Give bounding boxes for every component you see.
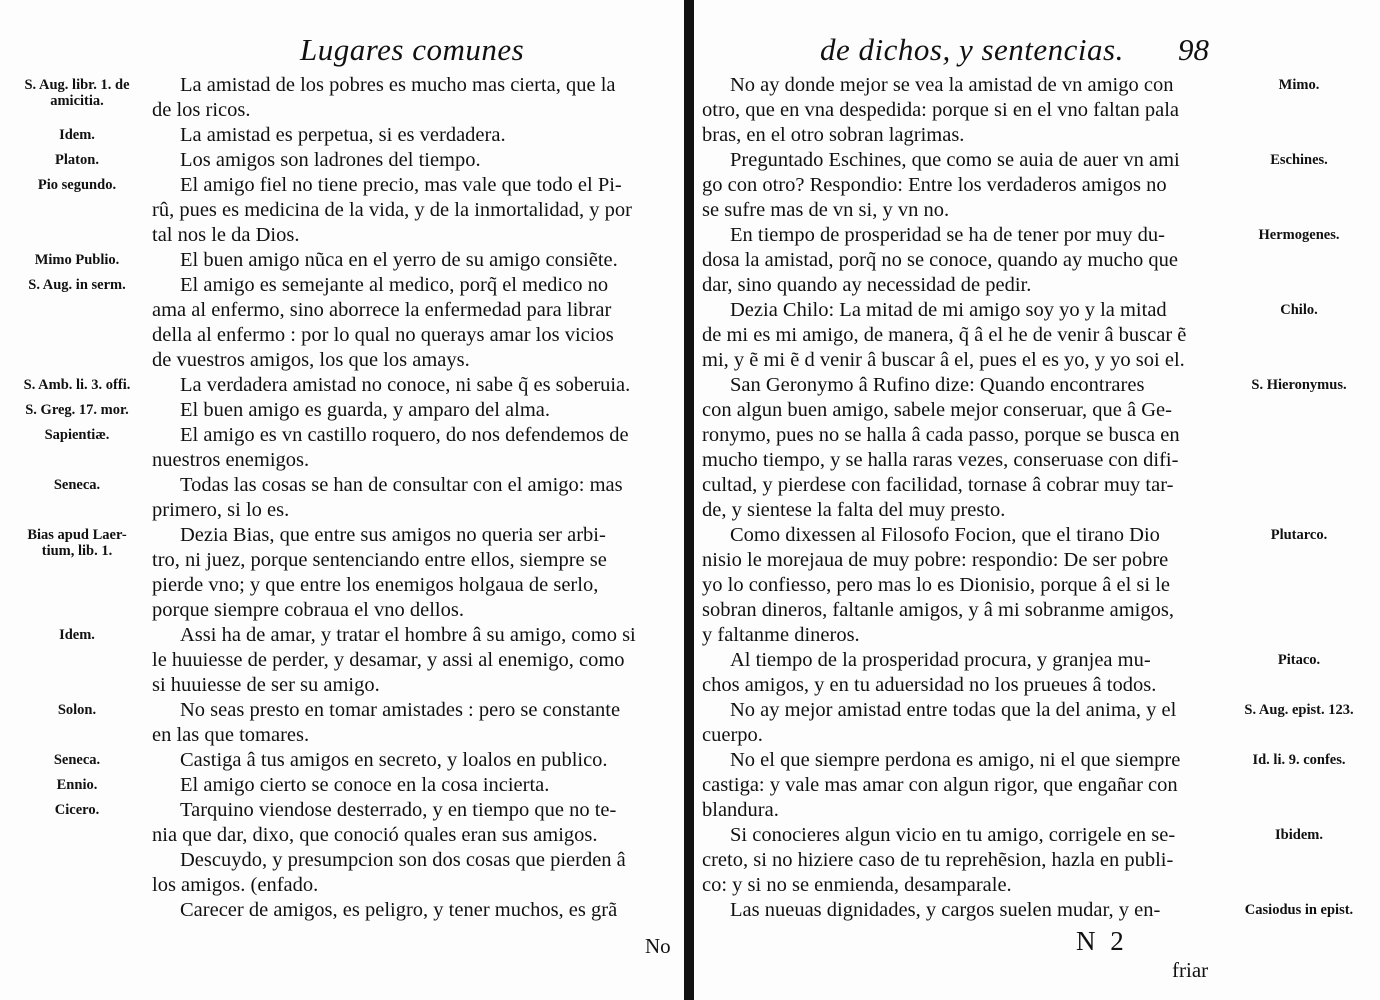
- marginal-citation: [4, 152, 150, 168]
- text-line: nia que dar, dixo, que conoció quales eran sus amigos.: [152, 824, 598, 846]
- text-line: tro, ni juez, porque sentenciando entre ellos, siempre se: [152, 549, 607, 571]
- text-line: Si conocieres algun vicio en tu amigo, corrigele en se-: [730, 824, 1176, 846]
- folio-number: 98: [1178, 32, 1209, 67]
- text-line: chos amigos, y en tu aduersidad no los prueues â todos.: [702, 674, 1157, 696]
- marginal-citation-line: Pio segundo.: [37, 177, 117, 193]
- book-gutter: [684, 0, 694, 1000]
- text-line: go con otro? Respondio: Entre los verdaderos amigos no: [702, 174, 1167, 196]
- text-line: de los ricos.: [152, 99, 251, 121]
- text-line: Al tiempo de la prosperidad procura, y granjea mu-: [730, 649, 1151, 671]
- text-entry: [152, 273, 614, 373]
- marginal-citation-line: Sapientiæ.: [44, 427, 110, 443]
- text-line: nuestros enemigos.: [152, 449, 310, 471]
- text-entry: [152, 423, 629, 473]
- text-line: si huuiesse de ser su amigo.: [152, 674, 380, 696]
- marginal-citation: [1222, 377, 1376, 393]
- text-line: creto, si no hiziere caso de tu reprehẽsion, hazla en publi-: [702, 849, 1174, 871]
- marginal-citation: [1222, 152, 1376, 168]
- catchword-left: No: [645, 934, 671, 958]
- marginal-citation-line: Ennio.: [56, 777, 98, 793]
- text-entry: [152, 523, 607, 623]
- text-entry: [152, 698, 620, 748]
- text-line: Assi ha de amar, y tratar el hombre â su amigo, como si: [180, 624, 636, 646]
- text-entry: [152, 148, 481, 173]
- marginal-citation: [1222, 652, 1376, 668]
- text-line: El amigo fiel no tiene precio, mas vale que todo el Pi-: [180, 174, 622, 196]
- marginal-citation-line: Seneca.: [53, 752, 101, 768]
- catchword-right: friar: [1172, 958, 1209, 982]
- marginal-citation-line: amicitia.: [50, 93, 104, 109]
- running-head-left: Lugares comunes: [300, 32, 525, 67]
- text-entry: [702, 823, 1175, 898]
- text-entry: [702, 73, 1179, 148]
- marginal-citation-line: Plutarco.: [1270, 527, 1328, 543]
- text-line: pierde vno; y que entre los enemigos holgaua de serlo,: [152, 574, 599, 596]
- text-line: El buen amigo es guarda, y amparo del alma.: [180, 399, 551, 421]
- marginal-citation-line: Chilo.: [1280, 302, 1318, 318]
- text-line: dosa la amistad, porq̃ no se conoce, quando ay mucho que: [702, 249, 1178, 271]
- text-entry: [702, 523, 1174, 648]
- text-line: No ay donde mejor se vea la amistad de vn amigo con: [730, 74, 1174, 96]
- marginal-citation: [4, 127, 150, 143]
- text-entry: [152, 748, 608, 773]
- text-line: La verdadera amistad no conoce, ni sabe q̃ es soberuia.: [180, 374, 631, 396]
- text-line: Castiga â tus amigos en secreto, y loalos en publico.: [180, 749, 608, 771]
- text-line: Carecer de amigos, es peligro, y tener muchos, es grã: [180, 899, 618, 921]
- text-line: ama al enfermo, sino aborrece la enfermedad para librar: [152, 299, 612, 321]
- text-line: co: y si no se enmienda, desamparale.: [702, 874, 1012, 896]
- signature-mark: N 2: [1076, 926, 1128, 956]
- marginal-citation-line: Eschines.: [1270, 152, 1328, 168]
- marginal-citation: [4, 752, 150, 768]
- right-page: [694, 0, 1380, 1000]
- marginal-citation: [4, 77, 150, 109]
- marginal-citation: [1222, 752, 1376, 768]
- text-entry: [152, 248, 618, 273]
- marginal-citation-line: S. Aug. in serm.: [28, 277, 126, 293]
- text-line: bras, en el otro sobran lagrimas.: [702, 124, 965, 146]
- text-line: Los amigos son ladrones del tiempo.: [180, 149, 481, 171]
- marginal-citation-line: S. Aug. epist. 123.: [1244, 702, 1354, 718]
- marginal-citation: [4, 427, 150, 443]
- marginal-citation: [1222, 227, 1376, 243]
- text-line: ronymo, pues no se halla â cada passo, porque se busca en: [702, 424, 1180, 446]
- text-entry: [702, 698, 1176, 748]
- text-line: de mi es mi amigo, de manera, q̃ â el he de venir â buscar ẽ: [702, 324, 1187, 346]
- marginal-citation-line: Pitaco.: [1277, 652, 1321, 668]
- marginal-citation-line: Id. li. 9. confes.: [1252, 752, 1346, 768]
- text-line: los amigos. (enfado.: [152, 874, 319, 896]
- text-entry: [152, 773, 549, 798]
- text-entry: [702, 223, 1178, 298]
- marginal-citation: [4, 527, 150, 559]
- text-line: y faltanme dineros.: [702, 624, 860, 646]
- marginal-citation: [1222, 902, 1376, 918]
- marginal-citation: [4, 802, 150, 818]
- marginal-citation-line: Idem.: [59, 127, 95, 143]
- text-line: Como dixessen al Filosofo Focion, que el tirano Dio: [730, 524, 1160, 546]
- text-line: No el que siempre perdona es amigo, ni el que siempre: [730, 749, 1181, 771]
- text-line: otro, que en vna despedida: porque si en el vno faltan pala: [702, 99, 1180, 121]
- text-line: El amigo cierto se conoce en la cosa incierta.: [180, 774, 550, 796]
- marginal-citation-line: Casiodus in epist.: [1244, 902, 1354, 918]
- text-line: primero, si lo es.: [152, 499, 290, 521]
- marginal-citation-line: Solon.: [57, 702, 97, 718]
- marginal-citation-line: Cicero.: [54, 802, 100, 818]
- text-line: rû, pues es medicina de la vida, y de la inmortalidad, y por: [152, 199, 632, 221]
- marginal-citation-line: Mimo Publio.: [34, 252, 120, 268]
- text-line: porque siempre cobraua el vno dellos.: [152, 599, 464, 621]
- marginal-citation-line: S. Greg. 17. mor.: [25, 402, 129, 418]
- marginal-citation-line: Bias apud Laer-: [27, 527, 127, 543]
- text-line: No seas presto en tomar amistades : pero se constante: [180, 699, 621, 721]
- text-entry: [152, 623, 636, 698]
- text-line: No ay mejor amistad entre todas que la del anima, y el: [730, 699, 1177, 721]
- text-entry: [152, 798, 616, 848]
- text-line: de vuestros amigos, los que los amays.: [152, 349, 470, 371]
- text-line: mucho tiempo, y se halla raras vezes, conseruase con difi-: [702, 449, 1179, 471]
- text-entry: [152, 123, 506, 148]
- text-line: Preguntado Eschines, que como se auia de auer vn ami: [730, 149, 1180, 171]
- text-line: El amigo es semejante al medico, porq̃ el medico no: [180, 274, 609, 296]
- text-line: se sufre mas de vn si, y vn no.: [702, 199, 950, 221]
- text-line: Descuydo, y presumpcion son dos cosas que pierden â: [180, 849, 626, 871]
- marginal-citation: [4, 477, 150, 493]
- text-entry: [152, 73, 616, 123]
- marginal-citation: [1222, 77, 1376, 93]
- text-line: La amistad es perpetua, si es verdadera.: [180, 124, 506, 146]
- text-line: yo lo confiesso, pero mas lo es Dionisio, porque â el si le: [702, 574, 1170, 596]
- marginal-citation-line: Platon.: [55, 152, 99, 168]
- text-entry: [702, 898, 1160, 923]
- text-line: dar, sino quando ay necessidad de pedir.: [702, 274, 1032, 296]
- text-line: San Geronymo â Rufino dize: Quando encontrares: [730, 374, 1145, 396]
- marginal-citation: [4, 777, 150, 793]
- text-line: cuerpo.: [702, 724, 763, 746]
- marginal-citation-line: tium, lib. 1.: [41, 543, 113, 559]
- marginal-citation-line: Idem.: [59, 627, 95, 643]
- text-line: cultad, y pierdese con facilidad, tornase â cobrar muy tar-: [702, 474, 1174, 496]
- marginal-citation-line: S. Hieronymus.: [1251, 377, 1347, 393]
- marginal-citation-line: S. Aug. libr. 1. de: [24, 77, 130, 93]
- text-line: El buen amigo nũca en el yerro de su amigo consiẽte.: [180, 249, 618, 271]
- text-line: El amigo es vn castillo roquero, do nos defendemos de: [180, 424, 629, 446]
- text-entry: [152, 373, 630, 398]
- text-line: Todas las cosas se han de consultar con el amigo: mas: [180, 474, 623, 496]
- text-line: La amistad de los pobres es mucho mas cierta, que la: [180, 74, 616, 96]
- text-line: blandura.: [702, 799, 779, 821]
- text-entry: [152, 398, 550, 423]
- text-line: Tarquino viendose desterrado, y en tiempo que no te-: [180, 799, 617, 821]
- text-line: tal nos le da Dios.: [152, 224, 300, 246]
- text-line: Dezia Chilo: La mitad de mi amigo soy yo y la mitad: [730, 299, 1167, 321]
- text-line: le huuiesse de perder, y desamar, y assi al enemigo, como: [152, 649, 625, 671]
- text-entry: [702, 298, 1186, 373]
- text-line: castiga: y vale mas amar con algun rigor, que engañar con: [702, 774, 1178, 796]
- text-line: de, y sientese la falta del muy presto.: [702, 499, 1006, 521]
- marginal-citation: [1222, 527, 1376, 543]
- marginal-citation-line: Ibidem.: [1275, 827, 1323, 843]
- text-entry: [152, 173, 632, 248]
- text-entry: [702, 648, 1156, 698]
- marginal-citation: [4, 402, 150, 418]
- marginal-citation: [4, 377, 150, 393]
- marginal-citation-line: Mimo.: [1278, 77, 1320, 93]
- text-line: mi, y ẽ mi ẽ d venir â buscar â el, pues el es yo, y yo soi el.: [702, 349, 1185, 371]
- text-entry: [152, 473, 623, 523]
- marginal-citation-line: S. Amb. li. 3. offi.: [23, 377, 131, 393]
- left-page: [0, 0, 684, 1000]
- text-line: Las nueuas dignidades, y cargos suelen mudar, y en-: [730, 899, 1161, 921]
- text-entry: [702, 148, 1180, 223]
- marginal-citation: [4, 252, 150, 268]
- text-line: della al enfermo : por lo qual no querays amar los vicios: [152, 324, 614, 346]
- marginal-citation: [4, 177, 150, 193]
- running-head-right: de dichos, y sentencias.: [820, 32, 1124, 67]
- text-line: En tiempo de prosperidad se ha de tener por muy du-: [730, 224, 1165, 246]
- marginal-citation-line: Hermogenes.: [1258, 227, 1340, 243]
- text-line: nisio le morejaua de muy pobre: respondio: De ser pobre: [702, 549, 1169, 571]
- text-line: con algun buen amigo, sabele mejor conseruar, que â Ge-: [702, 399, 1172, 421]
- marginal-citation: [1222, 827, 1376, 843]
- marginal-citation: [1222, 302, 1376, 318]
- marginal-citation: [4, 277, 150, 293]
- text-entry: [152, 898, 617, 923]
- text-line: Dezia Bias, que entre sus amigos no queria ser arbi-: [180, 524, 606, 546]
- text-entry: [702, 373, 1180, 523]
- text-line: sobran dineros, faltanle amigos, y â mi sobranme amigos,: [702, 599, 1174, 621]
- marginal-citation: [4, 627, 150, 643]
- text-entry: [152, 848, 626, 898]
- marginal-citation: [1222, 702, 1376, 718]
- text-line: en las que tomares.: [152, 724, 310, 746]
- marginal-citation-line: Seneca.: [53, 477, 101, 493]
- text-entry: [702, 748, 1180, 823]
- marginal-citation: [4, 702, 150, 718]
